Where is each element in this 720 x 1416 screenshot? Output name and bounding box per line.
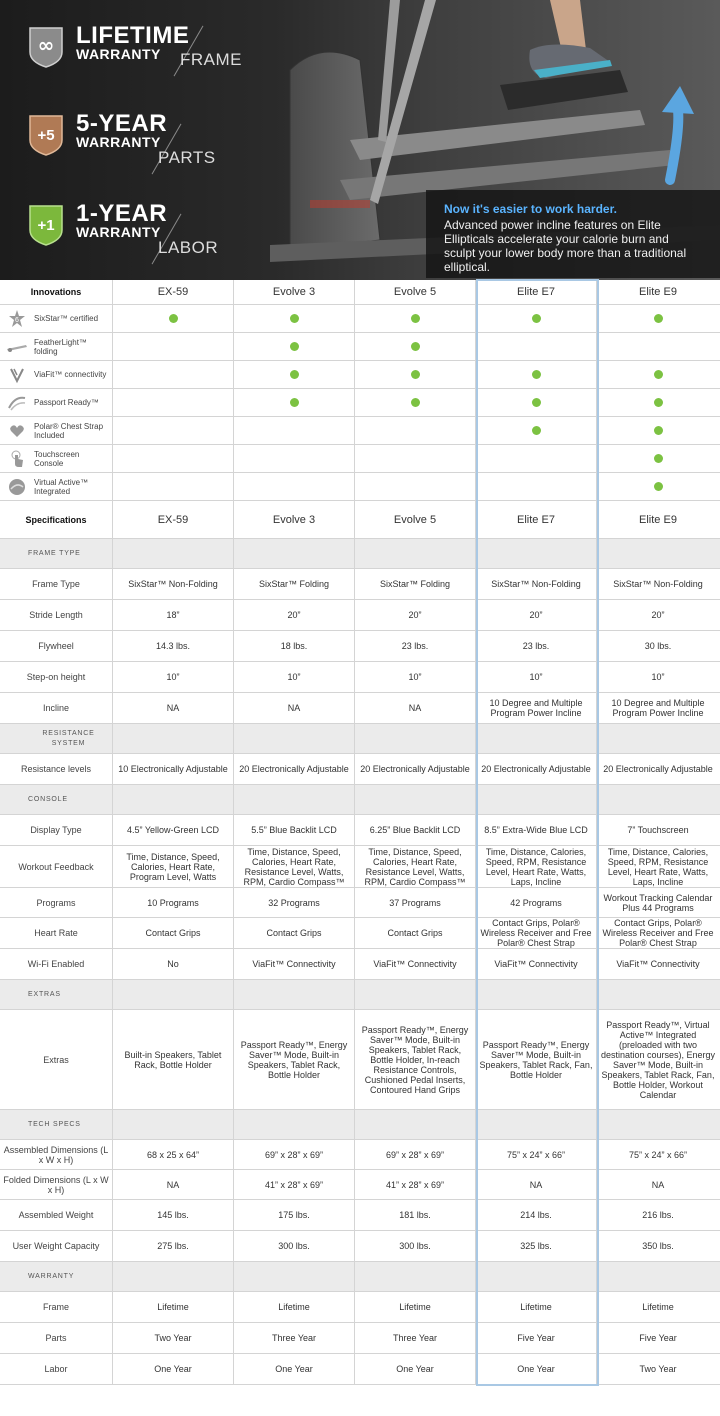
section-filler — [113, 785, 234, 814]
feature-included-dot — [411, 314, 420, 323]
feature-cell — [113, 333, 234, 360]
feature-cell — [234, 417, 355, 444]
spec-value: 69” x 28” x 69” — [355, 1140, 476, 1169]
spec-value: SixStar™ Folding — [355, 569, 476, 599]
spec-value: Lifetime — [642, 1302, 674, 1312]
feature-included-dot — [169, 314, 178, 323]
innovation-row — [0, 305, 720, 333]
feature-cell — [355, 333, 476, 360]
spec-value: ViaFit™ Connectivity — [476, 949, 597, 979]
virtual-active-icon — [6, 477, 28, 497]
spec-row — [0, 754, 720, 785]
spec-row — [0, 1170, 720, 1200]
innovation-label-cell — [0, 417, 113, 444]
spec-value: Contact Grips — [355, 918, 476, 948]
section-filler — [113, 1110, 234, 1139]
section-filler — [234, 724, 355, 753]
spec-value: Contact Grips — [234, 918, 355, 948]
feature-cell — [113, 361, 234, 388]
spec-value: 10” — [651, 672, 665, 682]
spec-row — [0, 1231, 720, 1262]
spec-value: 20 Electronically Adjustable — [603, 764, 713, 774]
spec-value: SixStar™ Non-Folding — [113, 569, 234, 599]
spec-row — [0, 1323, 720, 1354]
spec-value: Passport Ready™, Energy Saver™ Mode, Built-in Speakers, Tablet Rack, Fan, Bottle Holder — [476, 1010, 597, 1109]
section-title: FRAME TYPE — [0, 539, 113, 568]
section-filler — [234, 1262, 355, 1291]
feature-cell — [597, 305, 719, 332]
model-header: Elite E9 — [639, 286, 677, 298]
section-title: EXTRAS — [0, 980, 113, 1009]
section-header-row — [0, 1262, 720, 1292]
warranty-kind: PARTS — [158, 148, 216, 167]
model-header: EX-59 — [113, 501, 234, 538]
section-filler — [234, 980, 355, 1009]
innovation-label: Virtual Active™ Integrated — [34, 477, 89, 496]
spec-value: 10 Programs — [113, 888, 234, 917]
featherlight-icon — [6, 337, 28, 357]
feature-cell — [234, 389, 355, 416]
innovation-label: Passport Ready™ — [34, 398, 99, 407]
spec-value: 145 lbs. — [113, 1200, 234, 1230]
spec-value: Time, Distance, Speed, Calories, Heart Rate, Resistance Level, Watts, RPM, Cardio Compass™ — [234, 846, 355, 887]
feature-cell — [355, 361, 476, 388]
innovation-row — [0, 473, 720, 501]
spec-value: Time, Distance, Calories, Speed, RPM, Resistance Level, Heart Rate, Watts, Laps, Incline — [607, 846, 709, 887]
section-filler — [597, 539, 719, 568]
spec-value: 75” x 24” x 66” — [628, 1149, 688, 1160]
innovation-row — [0, 333, 720, 361]
spec-value: Lifetime — [476, 1292, 597, 1322]
section-filler — [597, 785, 719, 814]
spec-value: 216 lbs. — [642, 1210, 674, 1220]
section-header-row — [0, 724, 720, 754]
spec-value: Passport Ready™, Energy Saver™ Mode, Built-in Speakers, Tablet Rack, Bottle Holder, In-reach Resistance Controls, Cushioned Pedal Inserts, Contoured Hand Grips — [355, 1010, 476, 1109]
spec-value: 275 lbs. — [113, 1231, 234, 1261]
spec-value: 14.3 lbs. — [113, 631, 234, 661]
spec-value: No — [113, 949, 234, 979]
spec-value: 23 lbs. — [476, 631, 597, 661]
section-filler — [476, 785, 597, 814]
section-filler — [597, 724, 719, 753]
spec-value: 30 lbs. — [644, 641, 672, 651]
section-filler — [476, 539, 597, 568]
feature-cell — [597, 361, 719, 388]
section-filler — [355, 539, 476, 568]
model-header: Evolve 5 — [355, 501, 476, 538]
spec-value: SixStar™ Folding — [234, 569, 355, 599]
spec-value: Five Year — [476, 1323, 597, 1353]
feature-cell — [113, 417, 234, 444]
spec-value: Lifetime — [234, 1292, 355, 1322]
innovation-label: Polar® Chest Strap Included — [34, 421, 104, 440]
callout-body: Advanced power incline features on Elite Ellipticals accelerate your calorie burn and sculpt your lower body more than a traditional elliptical. — [444, 218, 687, 274]
spec-value: 350 lbs. — [642, 1241, 674, 1251]
section-filler — [355, 724, 476, 753]
spec-label: Wi-Fi Enabled — [0, 949, 113, 979]
section-filler — [476, 1262, 597, 1291]
innovations-header-row — [0, 280, 720, 305]
spec-value: 18” — [113, 600, 234, 630]
spec-value: ViaFit™ Connectivity — [234, 949, 355, 979]
warranty-subtitle: WARRANTY — [76, 134, 161, 150]
spec-value: 20 Electronically Adjustable — [476, 754, 597, 784]
section-filler — [355, 785, 476, 814]
spec-value: Passport Ready™, Energy Saver™ Mode, Built-in Speakers, Tablet Rack, Bottle Holder — [234, 1010, 355, 1109]
section-filler — [597, 1110, 719, 1139]
six-star-icon — [6, 309, 28, 329]
innovation-row — [0, 445, 720, 473]
spec-value: 8.5” Extra-Wide Blue LCD — [476, 815, 597, 845]
spec-value: NA — [476, 1170, 597, 1199]
innovation-label-cell — [0, 389, 113, 416]
feature-cell — [476, 389, 597, 416]
spec-value: Time, Distance, Speed, Calories, Heart Rate, Program Level, Watts — [113, 846, 234, 887]
spec-label: Folded Dimensions (L x W x H) — [0, 1170, 113, 1199]
spec-label: Programs — [0, 888, 113, 917]
innovation-label-cell — [0, 473, 113, 500]
section-filler — [476, 980, 597, 1009]
feature-cell — [234, 305, 355, 332]
spec-value: Two Year — [113, 1323, 234, 1353]
spec-value: NA — [113, 1170, 234, 1199]
spec-value: One Year — [476, 1354, 597, 1384]
spec-value: 68 x 25 x 64” — [113, 1140, 234, 1169]
spec-label: Frame — [0, 1292, 113, 1322]
feature-cell — [597, 333, 719, 360]
spec-row — [0, 918, 720, 949]
touch-icon — [6, 449, 28, 469]
section-filler — [476, 724, 597, 753]
spec-row — [0, 693, 720, 724]
spec-value: 42 Programs — [476, 888, 597, 917]
spec-value: 7” Touchscreen — [627, 825, 689, 835]
specifications-header: Specifications — [0, 501, 113, 538]
feature-included-dot — [654, 370, 663, 379]
feature-included-dot — [532, 426, 541, 435]
feature-included-dot — [654, 482, 663, 491]
spec-label: Workout Feedback — [0, 846, 113, 887]
feature-cell — [597, 473, 719, 500]
spec-label: Flywheel — [0, 631, 113, 661]
spec-value: 175 lbs. — [234, 1200, 355, 1230]
spec-value: One Year — [234, 1354, 355, 1384]
spec-value: NA — [234, 693, 355, 723]
spec-value: NA — [651, 1179, 665, 1190]
model-header: Elite E7 — [476, 501, 597, 538]
warranty-title: 1-YEAR — [76, 200, 168, 227]
spec-label: Parts — [0, 1323, 113, 1353]
spec-value: Three Year — [234, 1323, 355, 1353]
spec-value: NA — [355, 693, 476, 723]
section-header-row — [0, 980, 720, 1010]
feature-cell — [113, 473, 234, 500]
spec-value: 4.5” Yellow-Green LCD — [113, 815, 234, 845]
badge-symbol: +1 — [37, 217, 55, 234]
section-filler — [113, 539, 234, 568]
section-filler — [355, 1110, 476, 1139]
innovation-label-cell — [0, 305, 113, 332]
section-title: RESISTANCE SYSTEM — [0, 724, 113, 753]
spec-row — [0, 949, 720, 980]
feature-included-dot — [411, 370, 420, 379]
spec-value: 69” x 28” x 69” — [234, 1140, 355, 1169]
spec-value: 20” — [651, 610, 665, 620]
spec-value: 18 lbs. — [234, 631, 355, 661]
spec-value: 5.5” Blue Backlit LCD — [234, 815, 355, 845]
spec-value: 10” — [355, 662, 476, 692]
section-filler — [597, 980, 719, 1009]
section-filler — [355, 1262, 476, 1291]
spec-value: Contact Grips — [113, 918, 234, 948]
innovation-label: FeatherLight™ folding — [34, 337, 87, 356]
spec-value: Built-in Speakers, Tablet Rack, Bottle Holder — [113, 1010, 234, 1109]
warranty-subtitle: WARRANTY — [76, 46, 161, 62]
feature-cell — [597, 389, 719, 416]
spec-value: 20” — [476, 600, 597, 630]
feature-cell — [476, 333, 597, 360]
spec-value: Lifetime — [113, 1292, 234, 1322]
spec-row — [0, 1140, 720, 1170]
spec-value: 10” — [113, 662, 234, 692]
spec-row — [0, 662, 720, 693]
spec-row — [0, 815, 720, 846]
spec-value: SixStar™ Non-Folding — [476, 569, 597, 599]
warranty-title: 5-YEAR — [76, 110, 168, 137]
feature-cell — [476, 305, 597, 332]
warranty-subtitle: WARRANTY — [76, 224, 161, 240]
viafit-icon — [6, 365, 28, 385]
spec-label: Heart Rate — [0, 918, 113, 948]
feature-included-dot — [654, 314, 663, 323]
spec-value: Contact Grips, Polar® Wireless Receiver and Free Polar® Chest Strap — [476, 918, 597, 948]
section-filler — [597, 1262, 719, 1291]
model-header: Evolve 3 — [234, 280, 355, 304]
feature-cell — [476, 417, 597, 444]
spec-label: Assembled Weight — [0, 1200, 113, 1230]
warranty-title: LIFETIME — [76, 22, 190, 49]
feature-cell — [234, 361, 355, 388]
innovation-row — [0, 417, 720, 445]
spec-value: ViaFit™ Connectivity — [355, 949, 476, 979]
spec-value: Time, Distance, Calories, Speed, RPM, Resistance Level, Heart Rate, Watts, Laps, Incline — [476, 846, 597, 887]
feature-included-dot — [532, 370, 541, 379]
spec-value: 300 lbs. — [355, 1231, 476, 1261]
spec-value: Two Year — [639, 1364, 677, 1374]
feature-cell — [476, 445, 597, 472]
spec-value: 20 Electronically Adjustable — [234, 754, 355, 784]
innovations-header: Innovations — [0, 280, 113, 304]
spec-label: Incline — [0, 693, 113, 723]
heart-icon — [6, 421, 28, 441]
spec-label: Assembled Dimensions (L x W x H) — [0, 1140, 113, 1169]
specifications-header-row — [0, 501, 720, 539]
spec-value: 37 Programs — [355, 888, 476, 917]
spec-value: ViaFit™ Connectivity — [616, 959, 700, 969]
feature-cell — [113, 305, 234, 332]
spec-value: 10” — [234, 662, 355, 692]
spec-row — [0, 888, 720, 918]
feature-cell — [597, 417, 719, 444]
spec-value: 41” x 28” x 69” — [234, 1170, 355, 1199]
feature-cell — [113, 445, 234, 472]
feature-cell — [597, 445, 719, 472]
comparison-table — [0, 280, 720, 1385]
spec-value: One Year — [113, 1354, 234, 1384]
feature-cell — [113, 389, 234, 416]
spec-value: 214 lbs. — [476, 1200, 597, 1230]
spec-value: 10 Electronically Adjustable — [113, 754, 234, 784]
feature-included-dot — [290, 342, 299, 351]
spec-label: Display Type — [0, 815, 113, 845]
spec-value: Contact Grips, Polar® Wireless Receiver and Free Polar® Chest Strap — [602, 918, 714, 948]
feature-included-dot — [290, 314, 299, 323]
passport-icon — [6, 393, 28, 413]
spec-value: SixStar™ Non-Folding — [613, 579, 703, 589]
section-filler — [234, 1110, 355, 1139]
section-filler — [476, 1110, 597, 1139]
section-title: TECH SPECS — [0, 1110, 113, 1139]
innovation-label: SixStar™ certified — [34, 314, 99, 323]
spec-value: 181 lbs. — [355, 1200, 476, 1230]
innovation-label-cell — [0, 361, 113, 388]
spec-value: 23 lbs. — [355, 631, 476, 661]
spec-row — [0, 600, 720, 631]
spec-label: Extras — [0, 1010, 113, 1109]
innovation-label-cell — [0, 333, 113, 360]
spec-row — [0, 569, 720, 600]
spec-label: Stride Length — [0, 600, 113, 630]
feature-cell — [355, 389, 476, 416]
plus-five-shield-icon — [28, 114, 64, 156]
spec-value: Lifetime — [355, 1292, 476, 1322]
innovation-label-cell — [0, 445, 113, 472]
spec-value: 325 lbs. — [476, 1231, 597, 1261]
infinity-shield-icon — [28, 26, 64, 68]
warranty-kind: FRAME — [180, 50, 242, 69]
spec-value: 32 Programs — [234, 888, 355, 917]
spec-label: User Weight Capacity — [0, 1231, 113, 1261]
spec-value: 20 Electronically Adjustable — [355, 754, 476, 784]
innovation-row — [0, 361, 720, 389]
spec-value: Time, Distance, Speed, Calories, Heart Rate, Resistance Level, Watts, RPM, Cardio Compass™ — [355, 846, 476, 887]
feature-included-dot — [654, 426, 663, 435]
warranty-kind: LABOR — [158, 238, 219, 257]
spec-row — [0, 631, 720, 662]
feature-cell — [476, 473, 597, 500]
feature-cell — [234, 445, 355, 472]
spec-value: Three Year — [355, 1323, 476, 1353]
feature-cell — [355, 417, 476, 444]
section-filler — [234, 785, 355, 814]
feature-cell — [355, 473, 476, 500]
svg-text:6: 6 — [15, 316, 19, 324]
spec-row — [0, 1354, 720, 1385]
section-header-row — [0, 1110, 720, 1140]
innovation-label: Touchscreen Console — [34, 449, 80, 468]
feature-included-dot — [290, 398, 299, 407]
spec-value: 10 Degree and Multiple Program Power Incline — [476, 693, 597, 723]
spec-row — [0, 846, 720, 888]
innovation-label: ViaFit™ connectivity — [34, 370, 107, 379]
callout-headline: Now it's easier to work harder. — [444, 202, 617, 216]
model-header: Elite E7 — [476, 280, 597, 304]
feature-included-dot — [290, 370, 299, 379]
model-header: Elite E9 — [639, 513, 677, 526]
spec-label: Labor — [0, 1354, 113, 1384]
section-header-row — [0, 785, 720, 815]
model-header: Evolve 3 — [234, 501, 355, 538]
spec-row — [0, 1292, 720, 1323]
model-header: Evolve 5 — [355, 280, 476, 304]
section-title: WARRANTY — [0, 1262, 113, 1291]
feature-cell — [234, 333, 355, 360]
feature-included-dot — [654, 398, 663, 407]
spec-value: 75” x 24” x 66” — [476, 1140, 597, 1169]
spec-value: 20” — [355, 600, 476, 630]
feature-cell — [355, 445, 476, 472]
feature-included-dot — [411, 398, 420, 407]
section-filler — [234, 539, 355, 568]
spec-row — [0, 1200, 720, 1231]
badge-symbol: ∞ — [37, 33, 55, 57]
spec-value: 6.25” Blue Backlit LCD — [355, 815, 476, 845]
spec-value: Five Year — [639, 1333, 677, 1343]
innovation-row — [0, 389, 720, 417]
spec-value: 41” x 28” x 69” — [355, 1170, 476, 1199]
feature-included-dot — [532, 314, 541, 323]
spec-value: 10 Degree and Multiple Program Power Incline — [611, 698, 705, 718]
feature-cell — [476, 361, 597, 388]
badge-symbol: +5 — [37, 127, 55, 144]
incline-callout — [426, 190, 720, 278]
spec-label: Frame Type — [0, 569, 113, 599]
section-filler — [113, 1262, 234, 1291]
spec-label: Resistance levels — [0, 754, 113, 784]
spec-value: Passport Ready™, Virtual Active™ Integrated (preloaded with two destination courses), Energy Saver™ Mode, Built-in Speakers, Tablet Rack, Fan, Bottle Holder, Workout Calendar — [600, 1019, 716, 1100]
feature-cell — [234, 473, 355, 500]
section-filler — [113, 724, 234, 753]
spec-value: NA — [113, 693, 234, 723]
feature-included-dot — [654, 454, 663, 463]
feature-included-dot — [411, 342, 420, 351]
spec-value: 300 lbs. — [234, 1231, 355, 1261]
spec-value: One Year — [355, 1354, 476, 1384]
spec-label: Step-on height — [0, 662, 113, 692]
plus-one-shield-icon — [28, 204, 64, 246]
section-header-row — [0, 539, 720, 569]
model-header: EX-59 — [113, 280, 234, 304]
spec-value: 20” — [234, 600, 355, 630]
section-filler — [355, 980, 476, 1009]
spec-value: Workout Tracking Calendar Plus 44 Programs — [603, 892, 713, 913]
feature-included-dot — [532, 398, 541, 407]
feature-cell — [355, 305, 476, 332]
section-filler — [113, 980, 234, 1009]
section-title: CONSOLE — [0, 785, 113, 814]
hero-banner — [0, 0, 720, 280]
spec-row — [0, 1010, 720, 1110]
spec-value: 10” — [476, 662, 597, 692]
